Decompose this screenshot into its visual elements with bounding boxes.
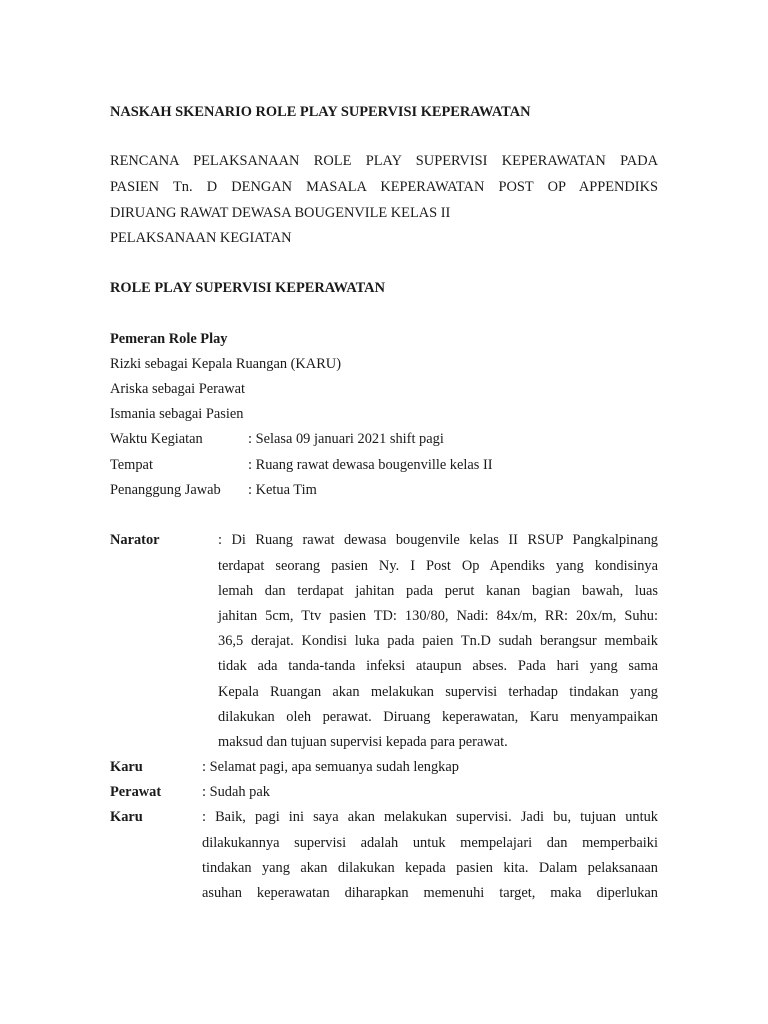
dialogue-line: tindakan yang akan dilakukan kepada pasien kita. Dalam pelaksanaan	[202, 860, 658, 876]
detail-label: Tempat	[110, 457, 153, 473]
dialogue-speaker: Karu	[110, 759, 143, 775]
dialogue-text: : Selamat pagi, apa semuanya sudah lengkap	[202, 759, 459, 775]
rencana-line: RENCANA PELAKSANAAN ROLE PLAY SUPERVISI KEPERAWATAN PADA	[110, 153, 658, 169]
rencana-line: PASIEN Tn. D DENGAN MASALA KEPERAWATAN POST OP APPENDIKS	[110, 179, 658, 195]
detail-value: : Ketua Tim	[248, 482, 317, 498]
narator-speaker: Narator	[110, 532, 160, 548]
cast-member: Ariska sebagai Perawat	[110, 381, 246, 397]
rencana-line: PELAKSANAAN KEGIATAN	[110, 230, 292, 246]
rencana-line: DIRUANG RAWAT DEWASA BOUGENVILE KELAS II	[110, 205, 451, 221]
narator-line: dilakukan oleh perawat. Diruang keperawatan, Karu menyampaikan	[218, 709, 658, 725]
detail-label: Waktu Kegiatan	[110, 431, 203, 447]
dialogue-text: : Sudah pak	[202, 784, 270, 800]
cast-member: Ismania sebagai Pasien	[110, 406, 244, 422]
narator-line: tidak ada tanda-tanda infeksi ataupun abses. Pada hari yang sama	[218, 658, 658, 674]
narator-line: lemah dan terdapat jahitan pada perut kanan bagian bawah, luas	[218, 583, 658, 599]
detail-label: Penanggung Jawab	[110, 482, 221, 498]
cast-member: Rizki sebagai Kepala Ruangan (KARU)	[110, 356, 341, 372]
narator-line: : Di Ruang rawat dewasa bougenvile kelas II RSUP Pangkalpinang	[218, 532, 658, 548]
dialogue-speaker: Perawat	[110, 784, 162, 800]
narator-line: 36,5 derajat. Kondisi luka pada paien Tn.D sudah berangsur membaik	[218, 633, 658, 649]
dialogue-speaker: Karu	[110, 809, 143, 825]
dialogue-line: asuhan keperawatan diharapkan memenuhi target, maka diperlukan	[202, 885, 658, 901]
section-title: ROLE PLAY SUPERVISI KEPERAWATAN	[110, 280, 385, 296]
detail-value: : Ruang rawat dewasa bougenville kelas II	[248, 457, 493, 473]
dialogue-line: : Baik, pagi ini saya akan melakukan supervisi. Jadi bu, tujuan untuk	[202, 809, 658, 825]
detail-value: : Selasa 09 januari 2021 shift pagi	[248, 431, 444, 447]
narator-line: maksud dan tujuan supervisi kepada para perawat.	[218, 734, 508, 750]
narator-line: jahitan 5cm, Ttv pasien TD: 130/80, Nadi: 84x/m, RR: 20x/m, Suhu:	[218, 608, 658, 624]
dialogue-line: dilakukannya supervisi adalah untuk mempelajari dan memperbaiki	[202, 835, 658, 851]
narator-line: terdapat seorang pasien Ny. I Post Op Apendiks yang kondisinya	[218, 558, 658, 574]
document-title: NASKAH SKENARIO ROLE PLAY SUPERVISI KEPERAWATAN	[110, 104, 531, 120]
narator-line: Kepala Ruangan akan melakukan supervisi terhadap tindakan yang	[218, 684, 658, 700]
cast-heading: Pemeran Role Play	[110, 331, 228, 347]
